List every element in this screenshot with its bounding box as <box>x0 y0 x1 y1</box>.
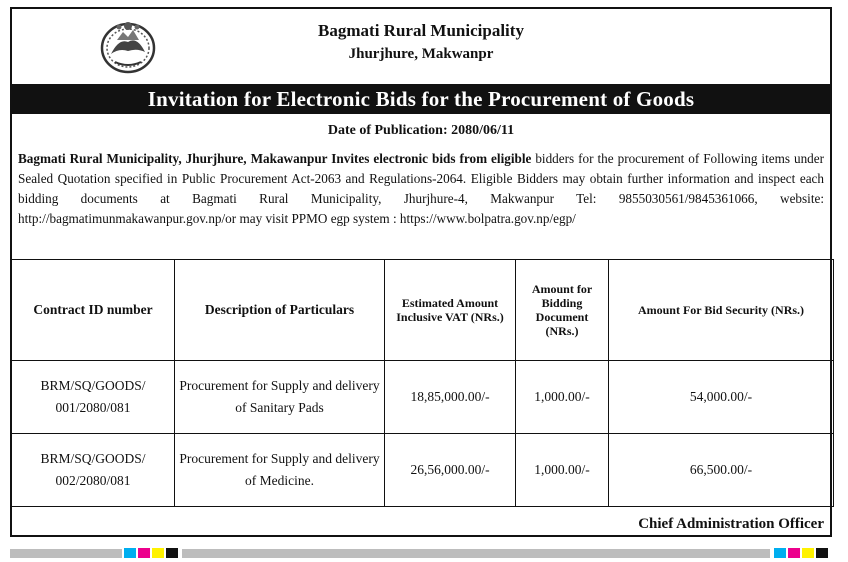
contract-id-cell: BRM/SQ/GOODS/ 001/2080/081 <box>12 361 175 434</box>
print-swatch-black <box>816 548 828 558</box>
print-bar-left <box>10 549 122 558</box>
notice-title: Invitation for Electronic Bids for the Procurement of Goods <box>12 84 830 114</box>
bid-notice <box>10 7 832 537</box>
print-swatch-yellow <box>802 548 814 558</box>
print-swatch-yellow <box>152 548 164 558</box>
notice-body-text: bidders for the procurement of Following items under Sealed Quotation specified in Public Procurement Act-2063 and Regulations-2064. Eligible Bidders may obtain further information and inspect each bidding documents at Bagmati Rural Municipality, Jhurjhure-4, Makwanpur Tel: 9855030561/9845361066, website: http://bagmatimunmakawanpur.gov.np/or may visit PPMO egp system : https://www.bolpatra.gov.np/egp/ <box>18 151 824 226</box>
document-fee-cell: 1,000.00/- <box>516 361 609 434</box>
print-bar-middle <box>182 549 770 558</box>
description-cell: Procurement for Supply and delivery of Sanitary Pads <box>175 361 385 434</box>
header-contract-id: Contract ID number <box>12 260 175 361</box>
header-bid-security: Amount For Bid Security (NRs.) <box>609 260 834 361</box>
contract-id-cell: BRM/SQ/GOODS/ 002/2080/081 <box>12 434 175 507</box>
org-name: Bagmati Rural Municipality <box>318 21 524 40</box>
table-header-row <box>12 260 834 361</box>
header-description: Description of Particulars <box>175 260 385 361</box>
notice-header <box>12 9 830 86</box>
org-address: Jhurjhure, Makwanpr <box>348 46 494 62</box>
bid-security-cell: 66,500.00/- <box>609 434 834 507</box>
notice-footer <box>12 514 830 538</box>
description-cell: Procurement for Supply and delivery of Medicine. <box>175 434 385 507</box>
notice-body-lead: Bagmati Rural Municipality, Jhurjhure, Makawanpur Invites electronic bids from eligible <box>18 151 532 166</box>
estimated-amount-cell: 26,56,000.00/- <box>385 434 516 507</box>
signature: Chief Administration Officer <box>638 516 824 532</box>
bids-table <box>11 259 834 507</box>
bid-security-cell: 54,000.00/- <box>609 361 834 434</box>
print-swatch-cyan <box>774 548 786 558</box>
notice-body <box>18 149 824 229</box>
table-row <box>12 361 834 434</box>
print-swatch-magenta <box>788 548 800 558</box>
header-estimated-amount: Estimated Amount Inclusive VAT (NRs.) <box>385 260 516 361</box>
print-swatch-cyan <box>124 548 136 558</box>
estimated-amount-cell: 18,85,000.00/- <box>385 361 516 434</box>
table-row <box>12 434 834 507</box>
print-swatch-black <box>166 548 178 558</box>
print-swatch-magenta <box>138 548 150 558</box>
publication-date: Date of Publication: 2080/06/11 <box>327 123 515 138</box>
document-fee-cell: 1,000.00/- <box>516 434 609 507</box>
header-document-fee: Amount for Bidding Document (NRs.) <box>516 260 609 361</box>
